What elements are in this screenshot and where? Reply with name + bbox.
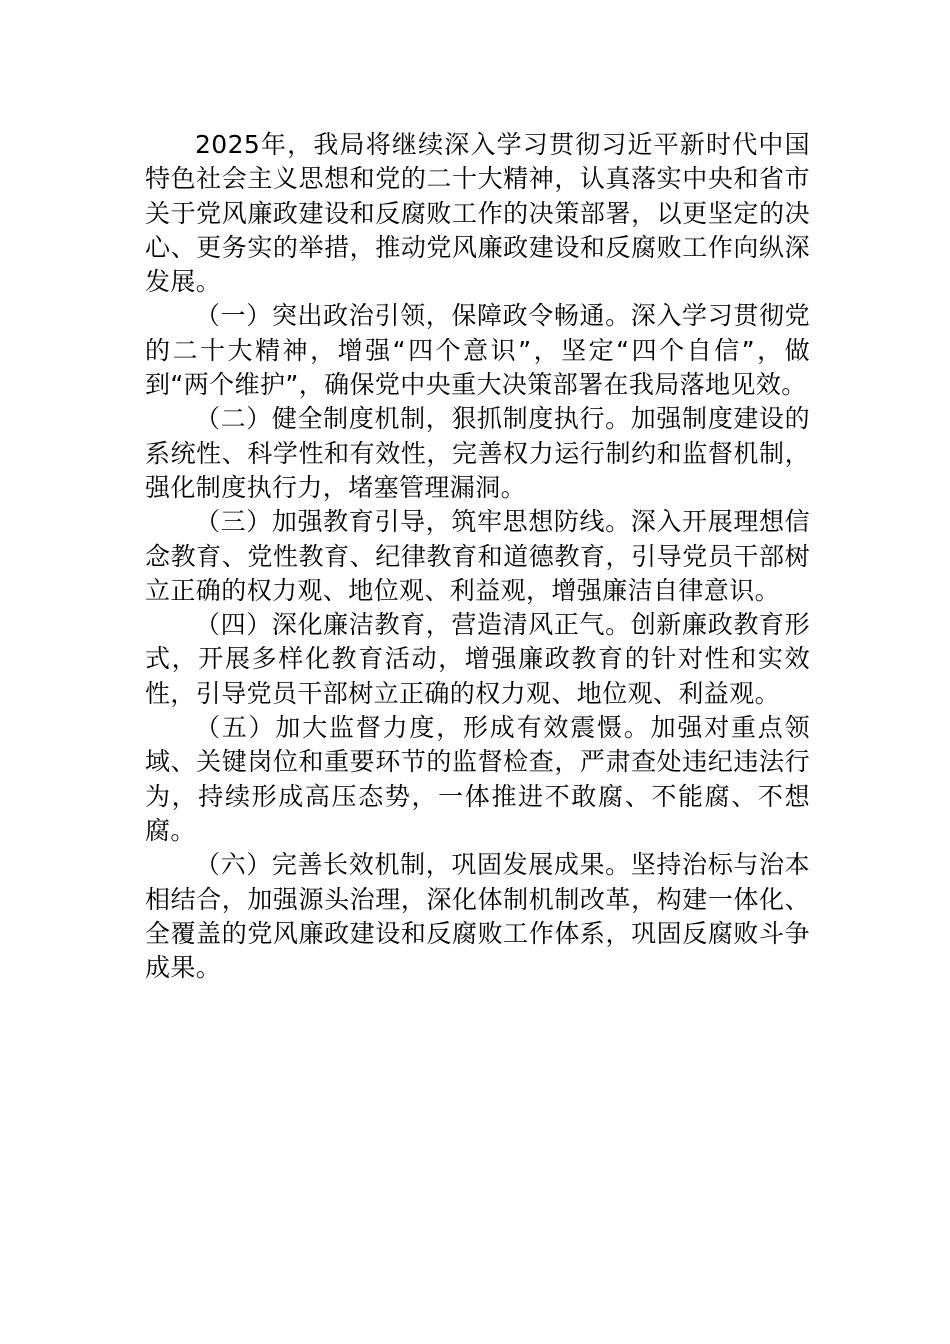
paragraph-item-2: （二）健全制度机制，狠抓制度执行。加强制度建设的系统性、科学性和有效性，完善权力运行制约和监督机制，强化制度执行力，堵塞管理漏洞。 (145, 404, 810, 502)
paragraph-item-4: （四）深化廉洁教育，营造清风正气。创新廉政教育形式，开展多样化教育活动，增强廉政教育的针对性和实效性，引导党员干部树立正确的权力观、地位观、利益观。 (145, 610, 810, 708)
paragraph-item-5: （五）加大监督力度，形成有效震慑。加强对重点领域、关键岗位和重要环节的监督检查，严肃查处违纪违法行为，持续形成高压态势，一体推进不敢腐、不能腐、不想腐。 (145, 713, 810, 845)
paragraph-intro: 2025年，我局将继续深入学习贯彻习近平新时代中国特色社会主义思想和党的二十大精神，认真落实中央和省市关于党风廉政建设和反腐败工作的决策部署，以更坚定的决心、更务实的举措，推动党风廉政建设和反腐败工作向纵深发展。 (145, 130, 810, 297)
document-body (145, 128, 810, 985)
paragraph-item-1: （一）突出政治引领，保障政令畅通。深入学习贯彻党的二十大精神，增强“四个意识”，坚定“四个自信”，做到“两个维护”，确保党中央重大决策部署在我局落地见效。 (145, 301, 810, 400)
paragraph-item-3: （三）加强教育引导，筑牢思想防线。深入开展理想信念教育、党性教育、纪律教育和道德教育，引导党员干部树立正确的权力观、地位观、利益观，增强廉洁自律意识。 (145, 507, 810, 605)
paragraph-item-6: （六）完善长效机制，巩固发展成果。坚持治标与治本相结合，加强源头治理，深化体制机制改革，构建一体化、全覆盖的党风廉政建设和反腐败工作体系，巩固反腐败斗争成果。 (145, 850, 810, 983)
